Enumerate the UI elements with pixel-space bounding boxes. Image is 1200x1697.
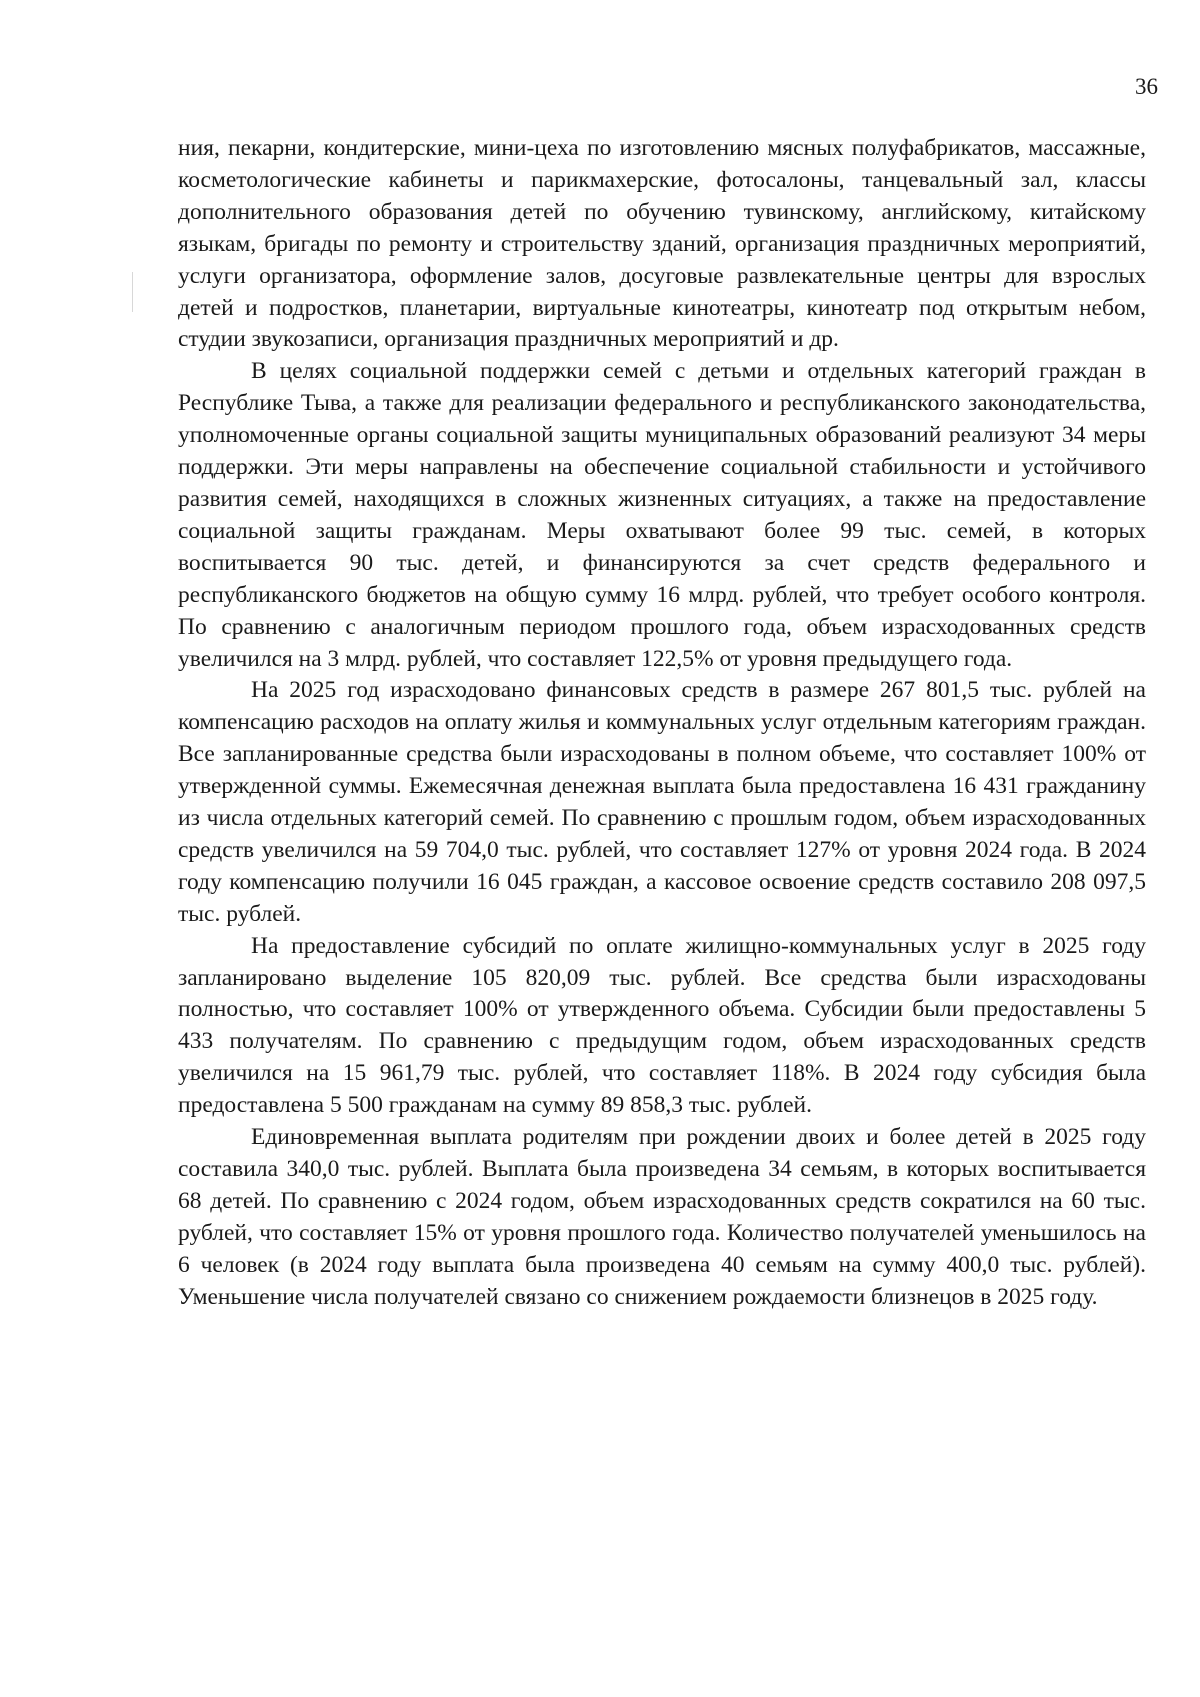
margin-mark <box>132 272 133 312</box>
document-body <box>178 133 1146 1314</box>
paragraph-social-support-measures: В целях социальной поддержки семей с детьми и отдельных категорий граждан в Республике Тыва, а также для реализации федерального и республиканского законодательства, уполномоченные органы социальной защиты муниципальных образований реализуют 34 меры поддержки. Эти меры направлены на обеспечение социальной стабильности и устойчивого развития семей, находящихся в сложных жизненных ситуациях, а также на предоставление социальной защиты гражданам. Меры охватывают более 99 тыс. семей, в которых воспитывается 90 тыс. детей, и финансируются за счет средств федерального и республиканского бюджетов на общую сумму 16 млрд. рублей, что требует особого контроля. По сравнению с аналогичным периодом прошлого года, объем израсходованных средств увеличился на 3 млрд. рублей, что составляет 122,5% от уровня предыдущего года. <box>178 358 1146 672</box>
paragraph-business-list: ния, пекарни, кондитерские, мини-цеха по изготовлению мясных полуфабрикатов, массажные, косметологические кабинеты и парикмахерские, фотосалоны, танцевальный зал, классы дополнительного образования детей по обучению тувинскому, английскому, китайскому языкам, бригады по ремонту и строительству зданий, организация праздничных мероприятий, услуги организатора, оформление залов, досуговые развлекательные центры для взрослых детей и подростков, планетарии, виртуальные кинотеатры, кинотеатр под открытым небом, студии звукозаписи, организация праздничных мероприятий и др. <box>178 135 1146 353</box>
paragraph-housing-compensation: На 2025 год израсходовано финансовых средств в размере 267 801,5 тыс. рублей на компенсацию расходов на оплату жилья и коммунальных услуг отдельным категориям граждан. Все запланированные средства были израсходованы в полном объеме, что составляет 100% от утвержденной суммы. Ежемесячная денежная выплата была предоставлена 16 431 гражданину из числа отдельных категорий семей. По сравнению с прошлым годом, объем израсходованных средств увеличился на 59 704,0 тыс. рублей, что составляет 127% от уровня 2024 года. В 2024 году компенсацию получили 16 045 граждан, а кассовое освоение средств составило 208 097,5 тыс. рублей. <box>178 677 1146 927</box>
paragraph-lump-sum-payment: Единовременная выплата родителям при рождении двоих и более детей в 2025 году составила 340,0 тыс. рублей. Выплата была произведена 34 семьям, в которых воспитывается 68 детей. По сравнению с 2024 годом, объем израсходованных средств сократился на 60 тыс. рублей, что составляет 15% от уровня прошлого года. Количество получателей уменьшилось на 6 человек (в 2024 году выплата была произведена 40 семьям на сумму 400,0 тыс. рублей). Уменьшение числа получателей связано со снижением рождаемости близнецов в 2025 году. <box>178 1124 1146 1310</box>
paragraph-utility-subsidies: На предоставление субсидий по оплате жилищно-коммунальных услуг в 2025 году запланировано выделение 105 820,09 тыс. рублей. Все средства были израсходованы полностью, что составляет 100% от утвержденного объема. Субсидии были предоставлены 5 433 получателям. По сравнению с предыдущим годом, объем израсходованных средств увеличился на 15 961,79 тыс. рублей, что составляет 118%. В 2024 году субсидия была предоставлена 5 500 гражданам на сумму 89 858,3 тыс. рублей. <box>178 932 1146 1119</box>
page-number: 36 <box>1135 74 1158 99</box>
